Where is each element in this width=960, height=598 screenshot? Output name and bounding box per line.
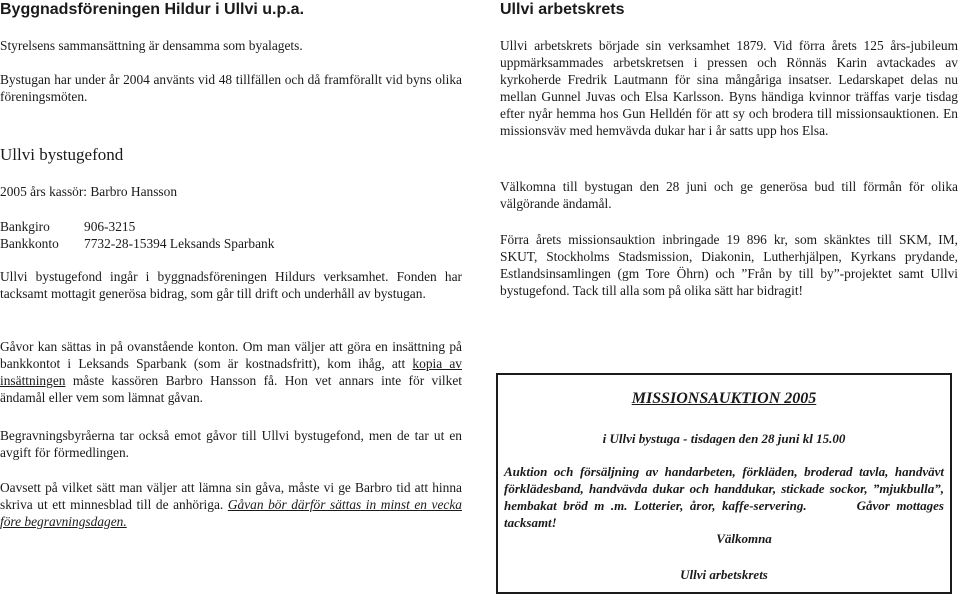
donation-paragraph xyxy=(0,338,462,406)
memorial-text: Oavsett på vilket sätt man väljer att lämna sin gåva, måste vi ge Barbro tid att hinna skriva ut ett minnesblad till de anhöriga. xyxy=(0,480,462,512)
auction-signature: Ullvi arbetskrets xyxy=(680,567,768,582)
auction-title: MISSIONSAUKTION 2005 xyxy=(631,390,817,407)
fund-paragraph: Ullvi bystugefond ingår i byggnadsföreningen Hildurs verksamhet. Fonden har tacksamt mottagit generösa bidrag, som går till drift och underhåll av bystugan. xyxy=(0,269,462,301)
bankkonto-value: 7732-28-15394 Leksands Sparbank xyxy=(84,236,275,251)
auction-date: i Ullvi bystuga - tisdagen den 28 juni kl 15.00 xyxy=(602,431,846,446)
gifts-welcome: Gåvor mottages tacksamt! xyxy=(504,498,944,530)
auction-items: Auktion och försäljning av handarbeten, förkläden, broderad tavla, handvävt förklädesband, handvävda dukar och handdukar, stickade sockor, ”mjukbulla”, hembakat bröd m .m. Lotterier, åror, kaffe-servering. xyxy=(504,464,944,513)
auction-announcement-box xyxy=(496,373,952,594)
bankgiro-label: Bankgiro xyxy=(0,219,50,234)
board-paragraph: Styrelsens sammansättning är densamma som byalagets. xyxy=(0,38,303,53)
auction-description xyxy=(504,463,944,531)
bankgiro-row xyxy=(0,218,135,235)
bankkonto-row xyxy=(0,235,274,252)
welcome-paragraph: Välkomna till bystugan den 28 juni och ge generösa bud till förmån för olika välgörande ändamål. xyxy=(500,179,958,211)
donation-text-end: måste kassören Barbro Hansson få. Hon vet annars inte för vilket ändamål eller vem som lämnat gåvan. xyxy=(0,373,462,405)
bankgiro-value: 906-3215 xyxy=(84,219,136,234)
auction-result-paragraph: Förra årets missionsauktion inbringade 19 896 kr, som skänktes till SKM, IM, SKUT, Stockholms Stadsmission, Diakonin, Lutherhjälpen, Kyrkans prydande, Estlandsinsamlingen (gm Tore Öhrn) och ”Från by till by”-projektet samt Ullvi bystugefond. Tack till alla som på olika sätt har bidragit! xyxy=(500,232,958,298)
arbetskrets-heading: Ullvi arbetskrets xyxy=(500,1,625,18)
auction-welcome: Välkomna xyxy=(716,531,772,546)
byggnadsforening-heading: Byggnadsföreningen Hildur i Ullvi u.p.a. xyxy=(0,1,305,18)
memorial-emphasis: Gåvan bör därför sättas in minst en vecka före begravningsdagen. xyxy=(0,497,462,529)
arbetskrets-paragraph: Ullvi arbetskrets började sin verksamhet 1879. Vid förra årets 125 års-jubileum uppmärksammades arbetskretsen i pressen och Rönnäs Karin avtackades av kyrkoherde Fredrik Lautmann för sina mångåriga insatser. Ledarskapet delas nu mellan Gunnel Juvas och Elsa Karlsson. Byns händiga kvinnor träffas varje tisdag efter nyår hemma hos Gun Helldén för att sy och brodera till missionsauktionen. En missionsväv med hemvävda dukar har i år satts upp hos Elsa. xyxy=(500,38,958,138)
funeral-paragraph: Begravningsbyråerna tar också emot gåvor till Ullvi bystugefond, men de tar ut en avgift för förmedlingen. xyxy=(0,428,462,460)
fund-heading: Ullvi bystugefond xyxy=(0,145,124,164)
copy-of-deposit-link: kopia av insättningen xyxy=(0,356,462,388)
usage-paragraph: Bystugan har under år 2004 använts vid 48 tillfällen och då framförallt vid byns olika föreningsmöten. xyxy=(0,72,462,104)
donation-text-start: Gåvor kan sättas in på ovanstående konton. Om man väljer att göra en insättning på bankkontot i Leksands Sparbank (som är kostnadsfritt), kom ihåg, att xyxy=(0,339,462,371)
memorial-paragraph xyxy=(0,479,462,530)
bankkonto-label: Bankkonto xyxy=(0,236,59,251)
treasurer-line: 2005 års kassör: Barbro Hansson xyxy=(0,184,178,199)
